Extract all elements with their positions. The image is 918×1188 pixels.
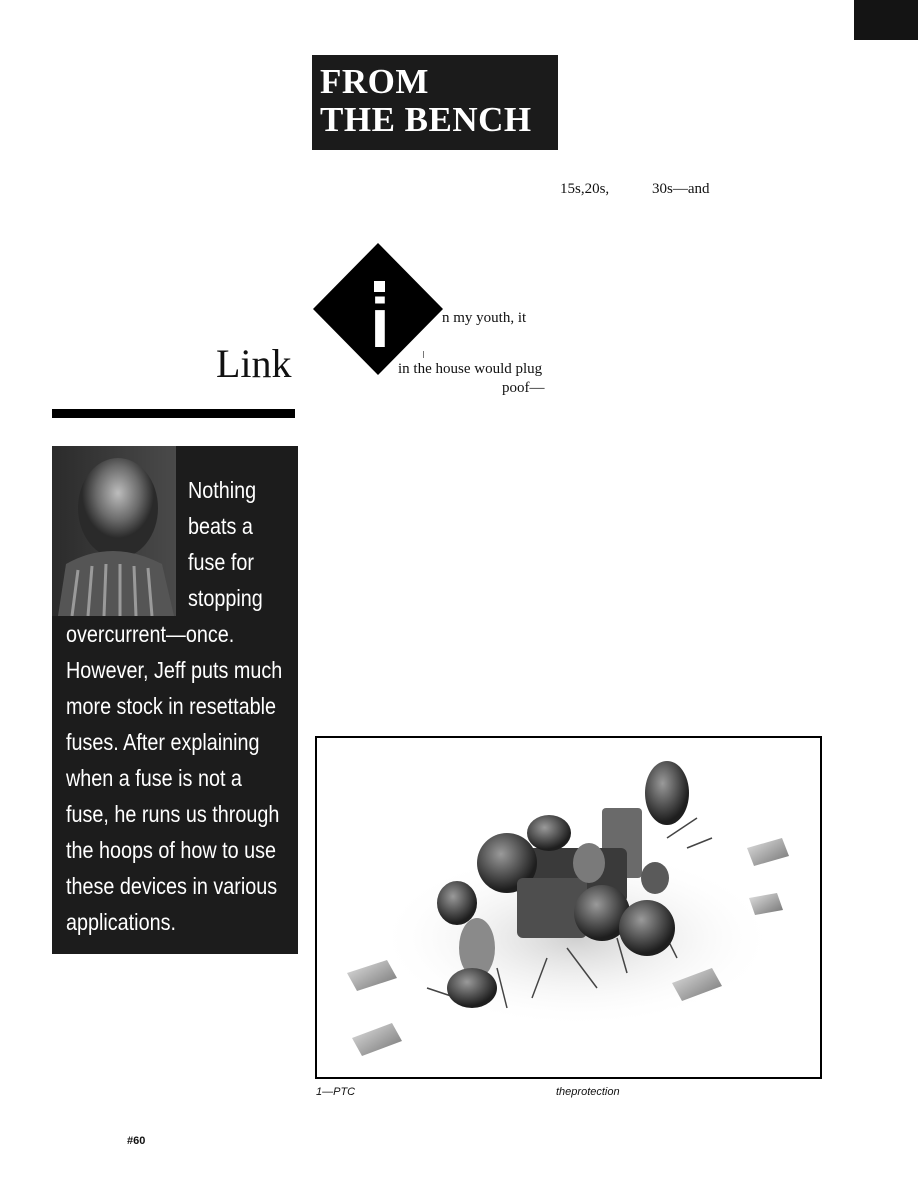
column-banner xyxy=(312,55,558,150)
text-fragment-years-b: 30s—and xyxy=(652,181,710,197)
page-number: #60 xyxy=(127,1135,146,1147)
text-tick-mark xyxy=(423,351,424,358)
callout-line: overcurrent—once. xyxy=(66,621,235,647)
callout-line: fuse, he runs us through xyxy=(66,801,280,827)
text-fragment-poof: poof— xyxy=(502,380,545,396)
callout-line: However, Jeff puts much xyxy=(66,657,283,683)
callout-line: fuses. After explaining xyxy=(66,729,260,755)
callout-line: more stock in resettable xyxy=(66,693,276,719)
text-fragment-youth: n my youth, it xyxy=(442,310,527,326)
figure-caption-prefix: 1—PTC xyxy=(316,1086,356,1098)
text-fragment-house: in the house would plug xyxy=(398,361,543,377)
callout-line: applications. xyxy=(66,909,176,935)
banner-line-1: FROM xyxy=(320,62,429,101)
callout-line: the hoops of how to use xyxy=(66,837,277,863)
callout-line: stopping xyxy=(188,585,263,611)
callout-line: beats a xyxy=(188,513,253,539)
ptc-devices-photo xyxy=(317,738,820,1077)
figure-photo-frame xyxy=(315,736,822,1079)
callout-line: these devices in various xyxy=(66,873,278,899)
callout-box xyxy=(52,446,298,954)
banner-line-2: THE BENCH xyxy=(320,100,532,139)
callout-line: fuse for xyxy=(188,549,254,575)
text-fragment-years-a: 15s,20s, xyxy=(560,181,610,197)
callout-line: when a fuse is not a xyxy=(66,765,242,791)
corner-tab xyxy=(854,0,918,40)
title-rule xyxy=(52,409,295,418)
callout-line: Nothing xyxy=(188,477,257,503)
author-photo xyxy=(52,446,176,616)
figure-caption-fragment: theprotection xyxy=(556,1086,620,1098)
article-title-word: Link xyxy=(216,341,292,386)
drop-cap-letter: i xyxy=(370,284,390,362)
